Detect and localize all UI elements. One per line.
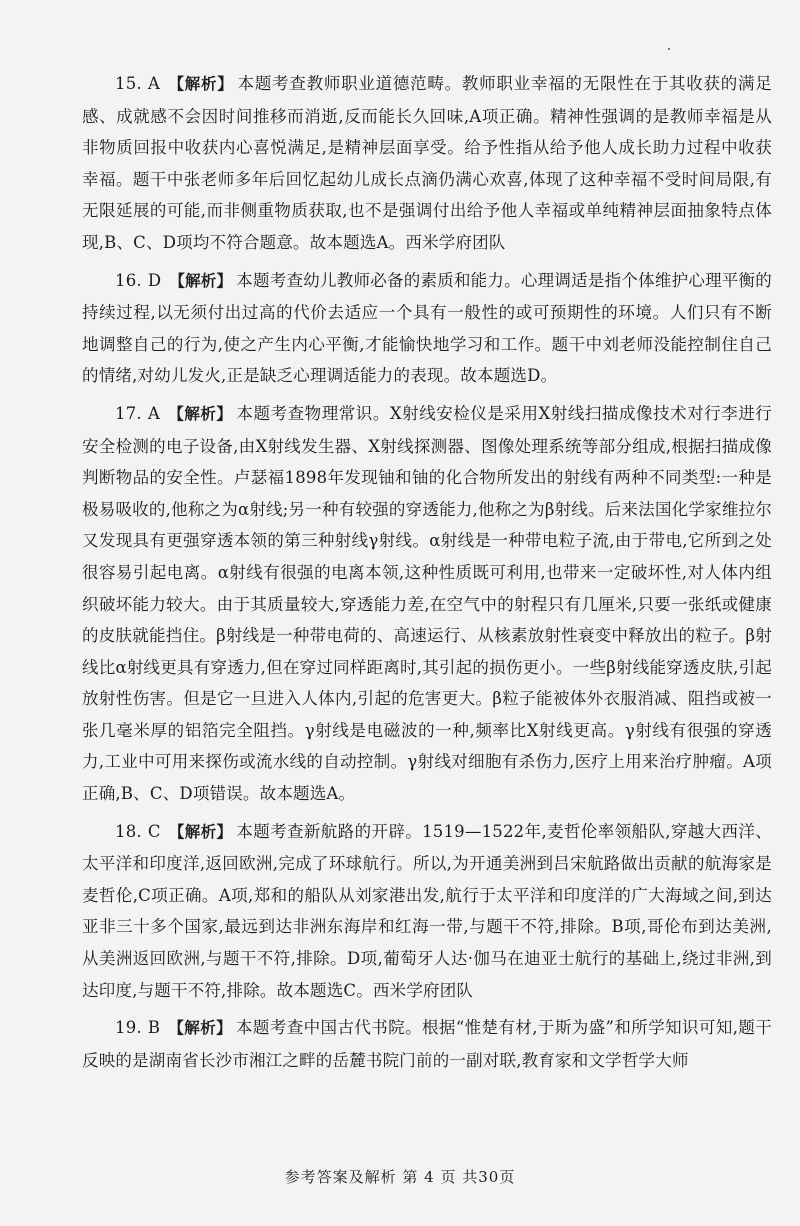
analysis-text: 本题考查教师职业道德范畴。教师职业幸福的无限性在于其收获的满足感、成就感不会因时间推移而消逝,反而能长久回味,A项正确。精神性强调的是教师幸福是从非物质回报中收获内心喜悦满足,是精神层面享受。给予性指从给予他人成长助力过程中收获幸福。题干中张老师多年后回忆起幼儿成长点滴仍满心欢喜,体现了这种幸福不受时间局限,有无限延展的可能,而非侧重物质获取,也不是强调付出给予他人幸福或单纯精神层面抽象特点体现,B、C、D项均不符合题意。故本题选A。西米学府团队	[82, 74, 772, 252]
entry-19	[82, 1012, 772, 1076]
answer-letter: D	[147, 270, 162, 290]
page-footer: 参考答案及解析 第 4 页 共30页	[284, 1168, 516, 1186]
analysis-text: 本题考查物理常识。X射线安检仪是采用X射线扫描成像技术对行李进行安全检测的电子设备,由X射线发生器、X射线探测器、图像处理系统等部分组成,根据扫描成像判断物品的安全性。卢瑟福1898年发现铀和铀的化合物所发出的射线有两种不同类型:一种是极易吸收的,他称之为α射线;另一种有较强的穿透能力,他称之为β射线。后来法国化学家维拉尔又发现具有更强穿透本领的第三种射线γ射线。α射线是一种带电粒子流,由于带电,它所到之处很容易引起电离。α射线有很强的电离本领,这种性质既可利用,也带来一定破坏性,对人体内组织破坏能力较大。由于其质量较大,穿透能力差,在空气中的射程只有几厘米,只要一张纸或健康的皮肤就能挡住。β射线是一种带电荷的、高速运行、从核素放射性衰变中释放出的粒子。β射线比α射线更具有穿透力,但在穿过同样距离时,其引起的损伤更小。一些β射线能穿透皮肤,引起放射性伤害。但是它一旦进入人体内,引起的危害更大。β粒子能被体外衣服消减、阻挡或被一张几毫米厚的铝箔完全阻挡。γ射线是电磁波的一种,频率比X射线更高。γ射线有很强的穿透力,工业中可用来探伤或流水线的自动控制。γ射线对细胞有杀伤力,医疗上用来治疗肿瘤。A项正确,B、C、D项错误。故本题选A。	[82, 403, 772, 804]
analysis-text: 本题考查幼儿教师必备的素质和能力。心理调适是指个体维护心理平衡的持续过程,以无须付出过高的代价去适应一个具有一般性的或可预期性的环境。人们只有不断地调整自己的行为,使之产生内心平衡,才能愉快地学习和工作。题干中刘老师没能控制住自己的情绪,对幼儿发火,正是缺乏心理调适能力的表现。故本题选D。	[82, 270, 772, 386]
entry-paragraph	[82, 1012, 772, 1076]
answer-letter: A	[147, 74, 160, 93]
entry-17	[82, 398, 772, 810]
entry-paragraph	[82, 816, 772, 1007]
entry-16	[82, 265, 772, 392]
question-number: 16.	[115, 270, 142, 290]
scan-dot	[668, 48, 670, 50]
analysis-tag: 【解析】	[168, 1019, 233, 1038]
analysis-tag: 【解析】	[167, 404, 233, 423]
entry-paragraph	[82, 68, 772, 259]
answer-letter: A	[147, 403, 160, 423]
analysis-text: 本题考查新航路的开辟。1519—1522年,麦哲伦率领船队,穿越大西洋、太平洋和印度洋,返回欧洲,完成了环球航行。所以,为开通美洲到吕宋航路做出贡献的航海家是麦哲伦,C项正确。A项,郑和的船队从刘家港出发,航行于太平洋和印度洋的广大海域之间,到达亚非三十多个国家,最远到达非洲东海岸和红海一带,与题干不符,排除。B项,哥伦布到达美洲,从美洲返回欧洲,与题干不符,排除。D项,葡萄牙人达·伽马在迪亚士航行的基础上,绕过非洲,到达印度,与题干不符,排除。故本题选C。西米学府团队	[82, 821, 772, 1000]
answer-letter: C	[147, 821, 161, 841]
question-number: 18.	[115, 821, 142, 841]
answer-explanations	[82, 68, 772, 1082]
entry-15	[82, 68, 772, 259]
entry-paragraph	[82, 265, 772, 392]
question-number: 15.	[115, 74, 142, 93]
question-number: 17.	[115, 403, 142, 423]
entry-paragraph	[82, 398, 772, 810]
analysis-text: 本题考查中国古代书院。根据“惟楚有材,于斯为盛”和所学知识可知,题干反映的是湖南省长沙市湘江之畔的岳麓书院门前的一副对联,教育家和文学哲学大师	[82, 1018, 772, 1070]
analysis-tag: 【解析】	[167, 75, 234, 93]
answer-letter: B	[147, 1018, 161, 1038]
analysis-tag: 【解析】	[169, 271, 233, 290]
analysis-tag: 【解析】	[168, 822, 233, 841]
entry-18	[82, 816, 772, 1007]
question-number: 19.	[115, 1018, 142, 1038]
